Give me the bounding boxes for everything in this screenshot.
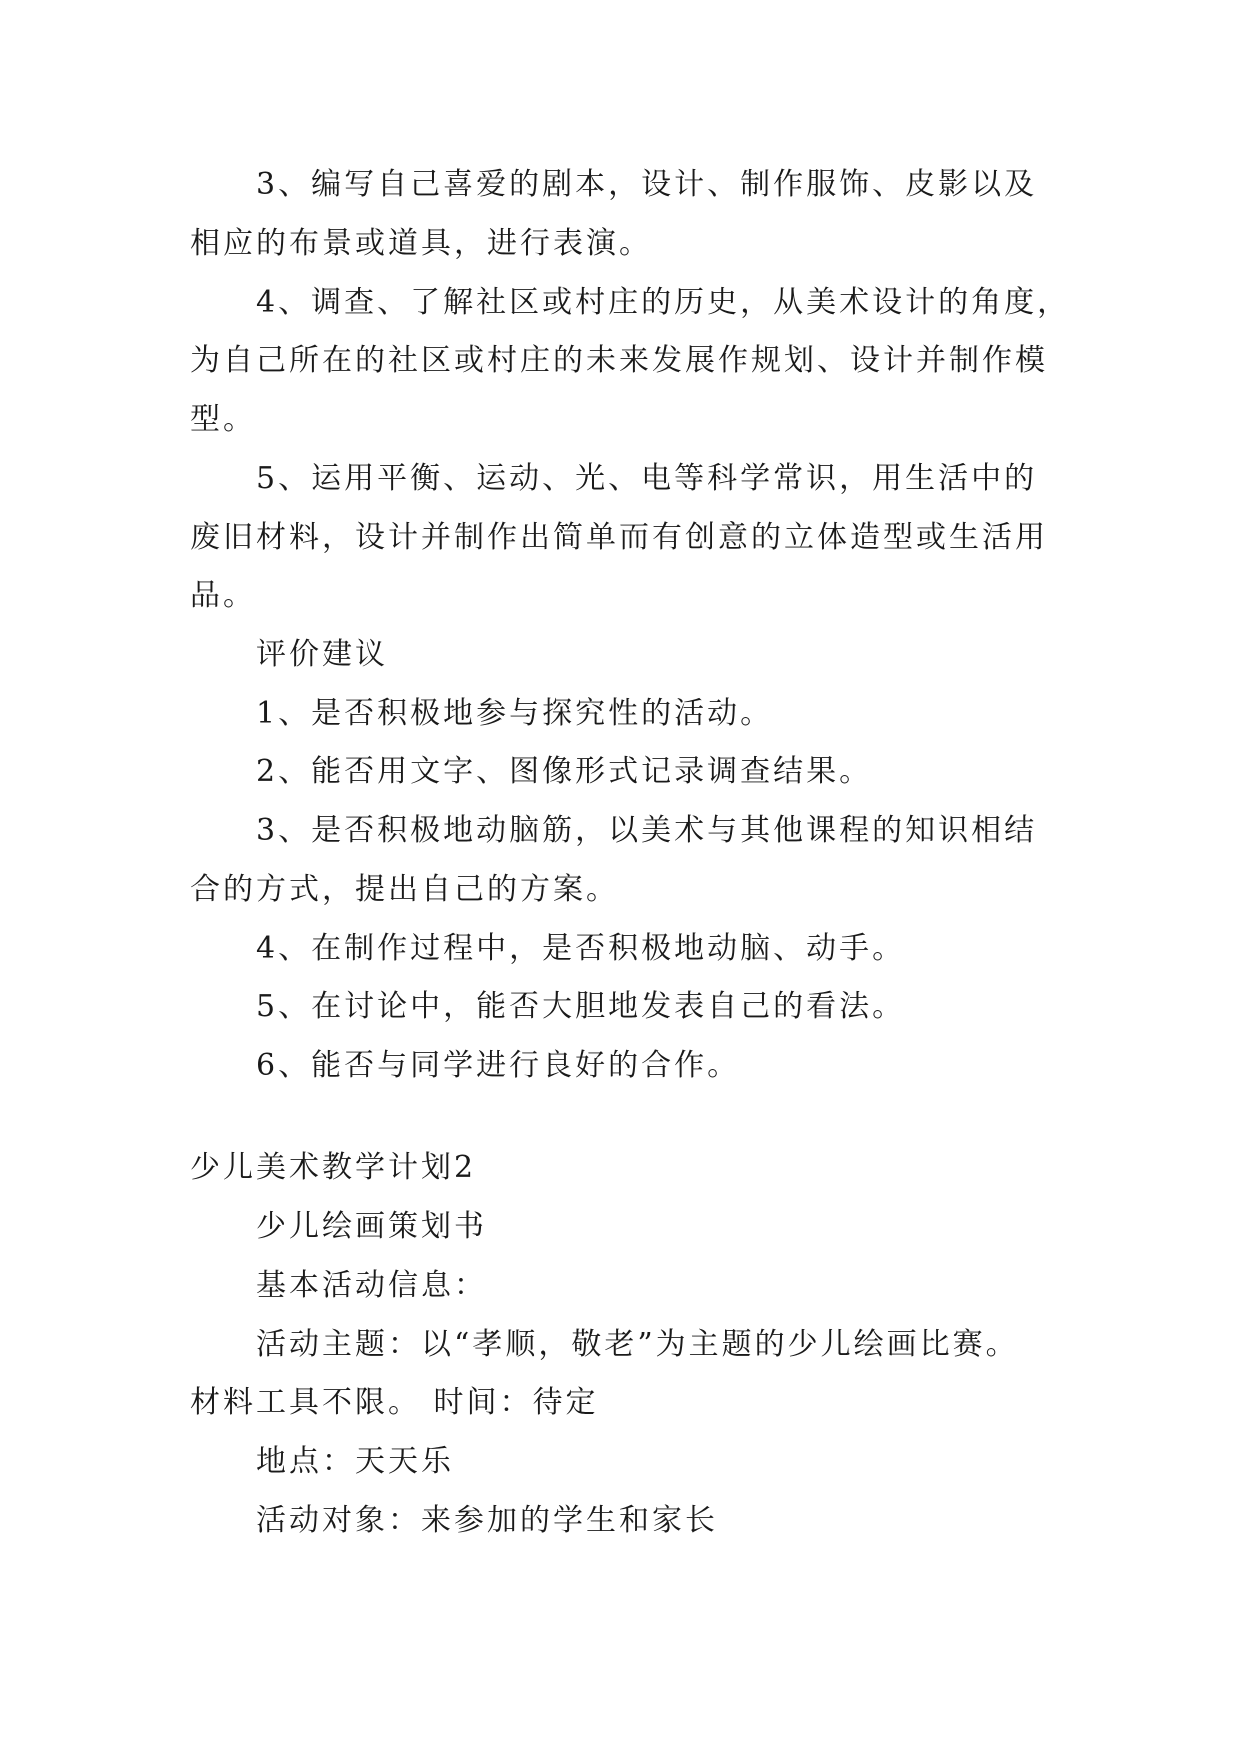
paragraph-line: 4、在制作过程中，是否积极地动脑、动手。: [256, 931, 906, 966]
paragraph-line: 型。: [190, 402, 256, 437]
paragraph-line: 活动对象：来参加的学生和家长: [256, 1503, 718, 1538]
paragraph-line: 4、调查、了解社区或村庄的历史，从美术设计的角度，: [256, 285, 1071, 320]
paragraph-line: 为自己所在的社区或村庄的未来发展作规划、设计并制作模: [190, 343, 1048, 378]
paragraph-line: 相应的布景或道具，进行表演。: [190, 226, 652, 261]
paragraph-line: 2、能否用文字、图像形式记录调查结果。: [256, 754, 873, 789]
paragraph-line: 少儿绘画策划书: [256, 1209, 487, 1244]
paragraph-line: 品。: [190, 578, 256, 613]
paragraph-line: 废旧材料，设计并制作出简单而有创意的立体造型或生活用: [190, 520, 1048, 555]
paragraph-line: 6、能否与同学进行良好的合作。: [256, 1048, 741, 1083]
paragraph-line: 5、运用平衡、运动、光、电等科学常识，用生活中的: [256, 461, 1038, 496]
section-heading: 评价建议: [256, 637, 388, 672]
paragraph-line: 基本活动信息：: [256, 1268, 487, 1303]
paragraph-line: 地点：天天乐: [256, 1444, 454, 1479]
paragraph-line: 3、编写自己喜爱的剧本，设计、制作服饰、皮影以及: [256, 167, 1038, 202]
paragraph-line: 3、是否积极地动脑筋，以美术与其他课程的知识相结: [256, 813, 1038, 848]
paragraph-line: 5、在讨论中，能否大胆地发表自己的看法。: [256, 989, 906, 1024]
paragraph-line: 合的方式，提出自己的方案。: [190, 872, 619, 907]
document-title: 少儿美术教学计划2: [190, 1150, 477, 1185]
paragraph-line: 1、是否积极地参与探究性的活动。: [256, 696, 774, 731]
paragraph-line: 材料工具不限。 时间：待定: [190, 1385, 599, 1420]
paragraph-line: 活动主题：以“孝顺，敬老”为主题的少儿绘画比赛。: [256, 1327, 1019, 1362]
